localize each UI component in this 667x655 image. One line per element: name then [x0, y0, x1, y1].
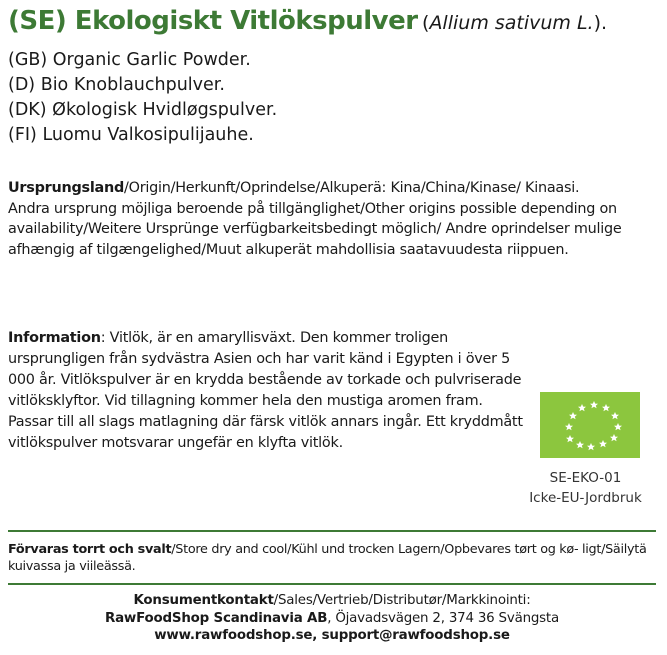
origin-note: Andra ursprung möjliga beroende på tillgänglighet/Other origins possible depending on availability/Weitere Ursprünge verfügbarkeitsbedingt möglich/ Andre oprindelser mulige afhængig af tilgængelighed/Muut alkuperät mahdollisia saatavuudesta riippuen. — [8, 200, 622, 258]
origin-section — [8, 178, 638, 260]
name-de: (D) Bio Knoblauchpulver. — [8, 75, 225, 95]
eu-organic-code: SE-EKO-01 — [549, 470, 622, 486]
product-title — [8, 6, 607, 36]
contact-company: RawFoodShop Scandinavia AB — [104, 610, 328, 626]
origin-label: Ursprungsland — [8, 180, 125, 196]
information-label: Information — [8, 330, 101, 346]
information-section — [8, 328, 528, 454]
title-paren-close: ). — [593, 12, 608, 34]
divider-bottom — [8, 583, 656, 585]
name-gb: (GB) Organic Garlic Powder. — [8, 50, 251, 70]
name-dk: (DK) Økologisk Hvidløgspulver. — [8, 100, 278, 120]
contact-label: Konsumentkontakt — [133, 593, 274, 608]
storage-label: Förvaras torrt och svalt — [8, 542, 172, 557]
storage-text: /Store dry and cool/Kühl und trocken Lagern/Opbevares tørt og kø- ligt/Säilytä kuivassa ja viileässä. — [8, 542, 647, 574]
eu-organic-certification — [513, 468, 658, 508]
eu-organic-origin: Icke-EU-Jordbruk — [529, 490, 642, 506]
contact-web-email: www.rawfoodshop.se, support@rawfoodshop.se — [154, 628, 510, 643]
title-latin-name: Allium sativum L. — [429, 12, 594, 34]
origin-text: /Origin/Herkunft/Oprindelse/Alkuperä: Kina/China/Kinase/ Kinaasi. — [124, 180, 580, 196]
eu-organic-leaf-icon — [540, 392, 640, 458]
translated-names — [8, 48, 277, 148]
contact-section — [8, 592, 656, 645]
title-paren-open: ( — [422, 12, 430, 34]
information-text: : Vitlök, är en amaryllisväxt. Den kommer troligen ursprungligen från sydvästra Asien och har varit känd i Egypten i över 5 000 år. Vitlökspulver är en krydda bestående av torkade och pulvriserade vitlöksklyftor. Vid tillagning kommer hela den mustiga aromen fram. Passar till all slags matlagning där färsk vitlök annars ingår. Ett kryddmått vitlökspulver motsvarar ungefär en klyfta vitlök. — [8, 330, 523, 451]
name-fi: (FI) Luomu Valkosipulijauhe. — [8, 125, 254, 145]
storage-section — [8, 541, 648, 575]
contact-roles: /Sales/Vertrieb/Distributør/Markkinointi: — [273, 593, 531, 608]
divider-top — [8, 530, 656, 532]
title-swedish: (SE) Ekologiskt Vitlökspulver — [8, 6, 418, 36]
contact-address: , Öjavadsvägen 2, 374 36 Svängsta — [327, 610, 559, 626]
